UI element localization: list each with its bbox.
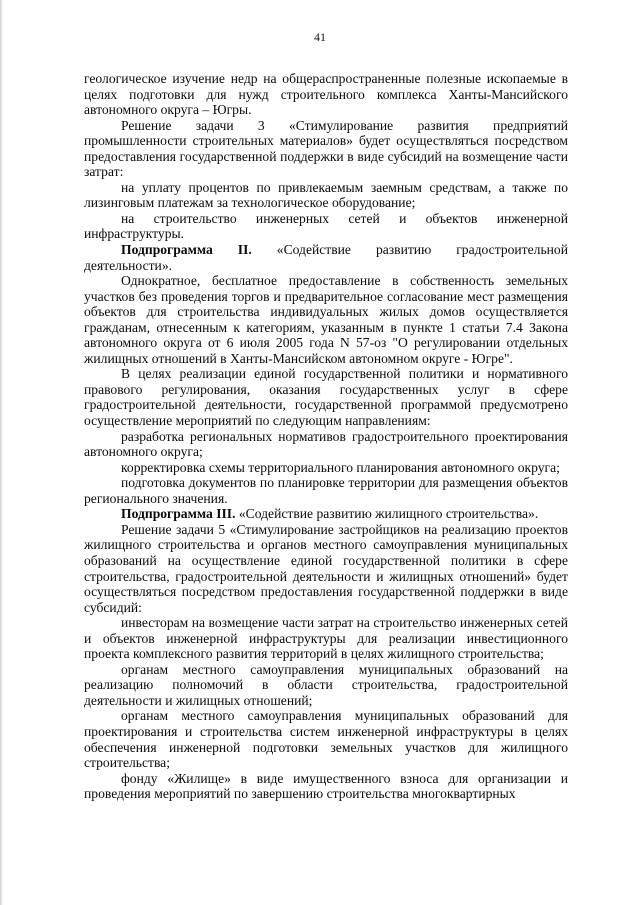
paragraph-2 [84,118,568,180]
paragraph-text: органам местного самоуправления муниципальных образований для проектирования и строительства систем инженерной инфраструктуры в целях обеспечения инженерной подготовки земельных участков для жилищного строительства; [84,708,568,771]
paragraph-9 [84,460,568,476]
paragraph-1 [84,71,568,118]
paragraph-7 [84,366,568,428]
paragraph-text: органам местного самоуправления муниципальных образований на реализацию полномочий в области строительства, градостроительной деятельности и жилищных отношений; [84,661,568,708]
paragraph-8 [84,429,568,460]
paragraph-4 [84,211,568,242]
paragraph-text: корректировка схемы территориального планирования автономного округа; [121,459,560,475]
paragraph-text: фонду «Жилище» в виде имущественного взноса для организации и проведения мероприятий по завершению строительства многоквартирных [84,770,568,802]
paragraph-14 [84,662,568,709]
paragraph-15 [84,708,568,770]
paragraph-text: инвесторам на возмещение части затрат на строительство инженерных сетей и объектов инженерной инфраструктуры для реализации инвестиционного проекта комплексного развития территорий в целях жилищного строительства; [84,615,568,662]
paragraph-10 [84,475,568,506]
paragraph-text: разработка региональных нормативов градостроительного проектирования автономного округа; [84,428,568,460]
paragraph-5 [84,242,568,273]
paragraph-3 [84,180,568,211]
paragraph-text: Однократное, бесплатное предоставление в собственность земельных участков без проведения торгов и предварительное согласование мест размещения объектов для строительства индивидуальных жилых домов осуществляется гражданам, отнесенным к категориям, указанным в пункте 1 статьи 7.4 Закона автономного округа от 6 июля 2005 года N 57-оз "О регулировании отдельных жилищных отношений в Ханты-Мансийском автономном округе - Югре". [84,273,568,366]
paragraph-text: «Содействие развитию градостроительной деятельности». [84,242,568,273]
paragraph-text: подготовка документов по планировке территории для размещения объектов регионального значения. [84,475,568,506]
paragraph-11 [84,506,568,522]
paragraph-text: Решение задачи 5 «Стимулирование застройщиков на реализацию проектов жилищного строительства и органов местного самоуправления муниципальных образований на осуществление единой государственной политики в сфере строительства, градостроительной деятельности и жилищных отношений» будет осуществляться посредством предоставления государственной поддержки в виде субсидий: [84,521,568,615]
paragraph-13 [84,615,568,662]
document-body [84,71,568,802]
subprogram-heading: Подпрограмма II. [121,242,252,258]
paragraph-12 [84,522,568,615]
paragraph-text: Решение задачи 3 «Стимулирование развития предприятий промышленности строительных материалов» будет осуществляться посредством предоставления государственной поддержки в виде субсидий на возмещение части затрат: [84,117,568,180]
paragraph-text: на строительство инженерных сетей и объектов инженерной инфраструктуры. [84,210,568,242]
scan-edge-shadow [0,0,3,905]
paragraph-6 [84,273,568,366]
page-number: 41 [314,30,326,44]
paragraph-text: В целях реализации единой государственной политики и нормативного правового регулирования, оказания государственных услуг в сфере градостроительной деятельности, государственной программой предусмотрено осуществление мероприятий по следующим направлениям: [84,366,568,429]
subprogram-heading: Подпрограмма III. [121,506,236,522]
paragraph-16 [84,771,568,802]
paragraph-text: «Содействие развитию жилищного строительства». [235,506,539,522]
paragraph-text: геологическое изучение недр на общераспространенные полезные ископаемые в целях подготовки для нужд строительного комплекса Ханты-Мансийского автономного округа – Югры. [84,71,568,118]
paragraph-text: на уплату процентов по привлекаемым заемным средствам, а также по лизинговым платежам за технологическое оборудование; [84,179,568,211]
